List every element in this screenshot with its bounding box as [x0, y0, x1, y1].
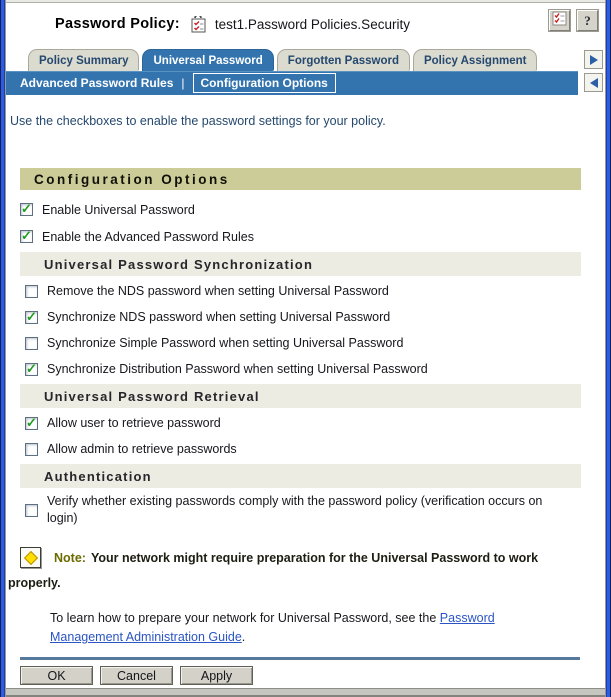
note-body-text: To learn how to prepare your network for Universal Password, see the: [50, 611, 437, 625]
tab-policy-summary[interactable]: Policy Summary: [28, 49, 139, 71]
verify-existing-passwords-checkbox[interactable]: [25, 504, 38, 517]
ok-button[interactable]: OK: [20, 666, 93, 685]
checkbox-row: [20, 330, 581, 356]
checkbox-label: Synchronize Distribution Password when setting Universal Password: [47, 362, 428, 376]
note-heading: [8, 546, 584, 596]
subnav-bar: [0, 71, 578, 95]
checkbox-label: Verify whether existing passwords comply with the password policy (verification occurs on login): [47, 494, 543, 525]
page-title: Password Policy:: [55, 16, 180, 32]
checkbox-row: [20, 436, 581, 462]
synchronize-simple-password-checkbox[interactable]: [25, 337, 38, 350]
enable-advanced-rules-checkbox[interactable]: [20, 230, 33, 243]
note-text: Your network might require preparation for the Universal Password to work properly.: [8, 551, 539, 590]
synchronize-distribution-password-checkbox[interactable]: [25, 363, 38, 376]
subsection-header-synchronization: Universal Password Synchronization: [20, 252, 581, 276]
help-icon: ?: [584, 12, 591, 28]
tab-policy-assignment[interactable]: Policy Assignment: [413, 49, 537, 71]
checkbox-row: [20, 304, 581, 330]
allow-user-retrieve-checkbox[interactable]: [25, 417, 38, 430]
subnav-separator: |: [181, 76, 185, 90]
section-header: Configuration Options: [20, 168, 581, 190]
arrow-left-icon: [590, 78, 598, 88]
password-management-guide-link[interactable]: Password Management Administration Guide: [50, 611, 495, 644]
header-actions: [549, 10, 598, 31]
apply-button[interactable]: Apply: [180, 666, 253, 685]
tab-scroll-left-button[interactable]: [584, 73, 603, 92]
tasks-button[interactable]: [549, 10, 570, 31]
instruction-text: Use the checkboxes to enable the password settings for your policy.: [10, 114, 386, 128]
subsection-header-retrieval: Universal Password Retrieval: [20, 384, 581, 408]
checkbox-label: Synchronize Simple Password when setting Universal Password: [47, 336, 404, 350]
cancel-button[interactable]: Cancel: [100, 666, 173, 685]
footer-buttons: [20, 666, 253, 685]
note-body: [50, 609, 520, 647]
note-label: Note:: [54, 551, 86, 565]
synchronize-nds-password-checkbox[interactable]: [25, 311, 38, 324]
checkbox-row: [20, 196, 581, 223]
checkbox-row: [20, 278, 581, 304]
configuration-options-section: [20, 168, 581, 530]
checkbox-row: [20, 410, 581, 436]
subnav-configuration-options[interactable]: Configuration Options: [193, 73, 336, 93]
note-diamond-icon: [20, 547, 41, 568]
remove-nds-password-checkbox[interactable]: [25, 285, 38, 298]
subnav-advanced-password-rules[interactable]: Advanced Password Rules: [20, 76, 174, 90]
checkbox-row: [20, 490, 581, 530]
enable-universal-password-checkbox[interactable]: [20, 203, 33, 216]
checkbox-row: [20, 356, 581, 382]
checkbox-label: Enable Universal Password: [42, 202, 195, 217]
window-frame-top: [0, 0, 611, 3]
checkbox-label: Remove the NDS password when setting Universal Password: [47, 284, 389, 298]
help-button[interactable]: [577, 10, 598, 31]
policy-object-name: test1.Password Policies.Security: [214, 16, 410, 32]
note-block: [8, 546, 584, 647]
footer-divider: [20, 657, 580, 660]
tab-strip: [0, 48, 578, 71]
window-frame-right: [606, 0, 611, 697]
allow-admin-retrieve-checkbox[interactable]: [25, 443, 38, 456]
arrow-right-icon: [590, 55, 598, 65]
window-frame-left: [0, 0, 5, 697]
tab-scroll-right-button[interactable]: [584, 50, 603, 69]
checkbox-label: Allow admin to retrieve passwords: [47, 442, 237, 456]
note-body-period: .: [241, 630, 246, 644]
tab-forgotten-password[interactable]: Forgotten Password: [277, 49, 410, 71]
checkbox-label: Synchronize NDS password when setting Universal Password: [47, 310, 391, 324]
password-policy-icon: [190, 16, 208, 33]
checkbox-row: [20, 223, 581, 250]
checkbox-label: Enable the Advanced Password Rules: [42, 229, 254, 244]
tab-universal-password[interactable]: Universal Password: [142, 49, 273, 71]
page-header: [0, 12, 611, 36]
checkbox-label: Allow user to retrieve password: [47, 416, 221, 430]
subsection-header-authentication: Authentication: [20, 464, 581, 488]
horizontal-scrollbar[interactable]: [5, 688, 606, 697]
checklist-icon: [552, 11, 567, 31]
